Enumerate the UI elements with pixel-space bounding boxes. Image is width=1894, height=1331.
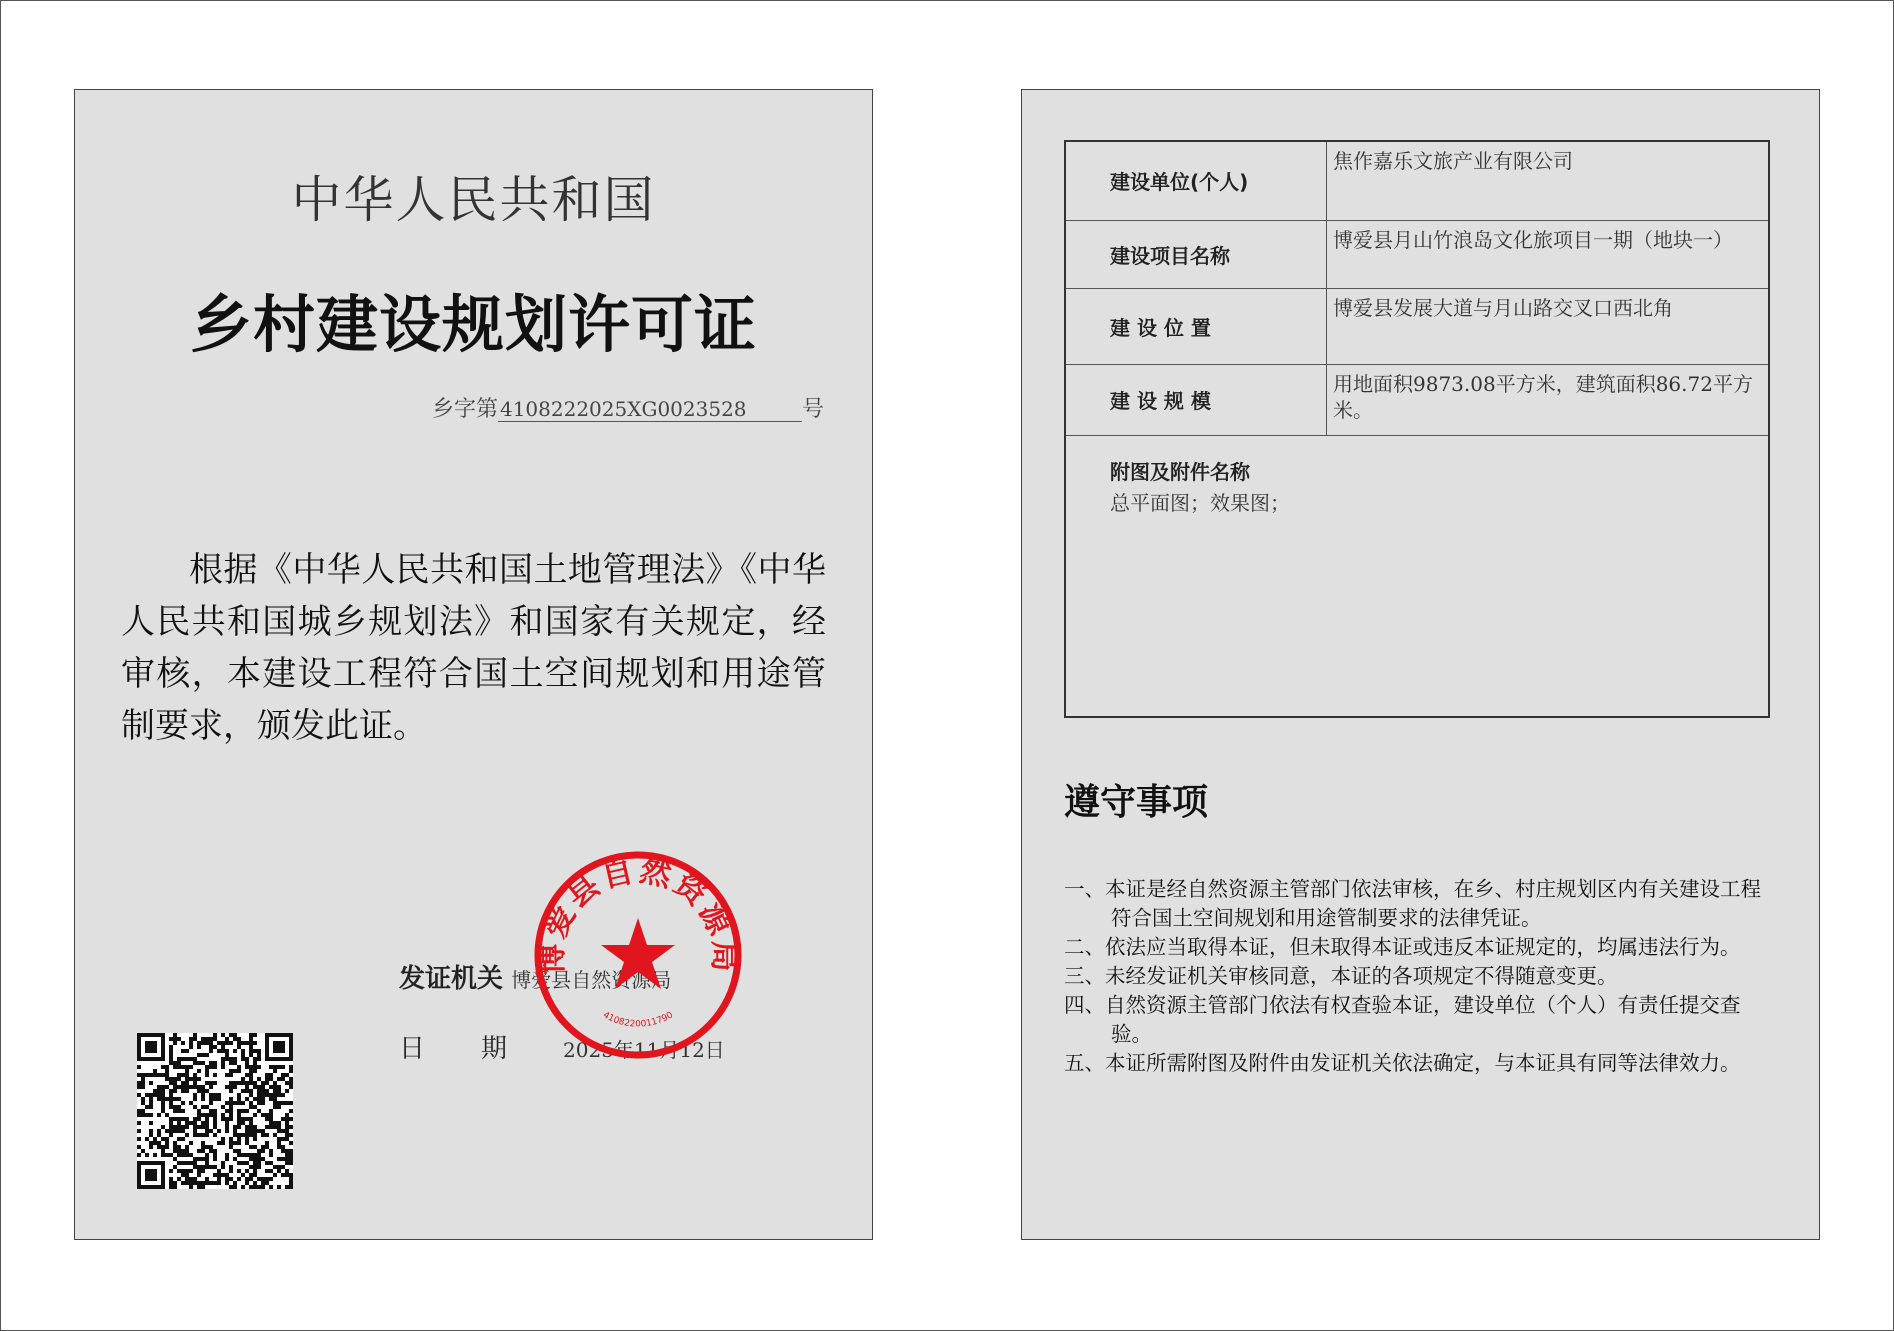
scale-value: 用地面积9873.08平方米，建筑面积86.72平方米。 — [1327, 364, 1770, 435]
notice-item-5: 五、本证所需附图及附件由发证机关依法确定，与本证具有同等法律效力。 — [1064, 1051, 1741, 1075]
certificate-number: 4108222025XG0023528 — [498, 397, 802, 422]
location-label: 建 设 位 置 — [1065, 288, 1327, 364]
project-name-value: 博爱县月山竹浪岛文化旅项目一期（地块一） — [1327, 220, 1770, 288]
table-row — [1065, 288, 1769, 364]
attachments-cell — [1065, 435, 1769, 717]
notice-item-1: 一、本证是经自然资源主管部门依法审核，在乡、村庄规划区内有关建设工程符合国土空间规划和用途管制要求的法律凭证。 — [1064, 877, 1761, 930]
attachments-label: 附图及附件名称 — [1110, 459, 1250, 484]
construction-unit-label: 建设单位(个人) — [1065, 141, 1327, 220]
project-info-table — [1064, 140, 1770, 718]
cert-no-prefix: 乡字第 — [431, 397, 498, 422]
certificate-title: 乡村建设规划许可证 — [189, 288, 757, 361]
table-row — [1065, 220, 1769, 288]
certificate-back-page — [1021, 89, 1820, 1240]
issuer-label: 发证机关 — [399, 964, 504, 994]
svg-text:4108220011790: 4108220011790 — [601, 1010, 675, 1030]
notice-item-3: 三、未经发证机关审核同意，本证的各项规定不得随意变更。 — [1064, 964, 1618, 988]
notice-item-2: 二、依法应当取得本证，但未取得本证或违反本证规定的，均属违法行为。 — [1064, 935, 1741, 959]
certificate-front-page — [74, 89, 873, 1240]
official-seal-stamp — [533, 850, 743, 1060]
certificate-number-line — [432, 392, 824, 423]
svg-text:博爱县自然资源局: 博爱县自然资源局 — [533, 852, 743, 975]
certificate-body-text: 根据《中华人民共和国土地管理法》《中华人民共和国城乡规划法》和国家有关规定，经审核，本建设工程符合国土空间规划和用途管制要求，颁发此证。 — [121, 550, 826, 746]
location-value: 博爱县发展大道与月山路交叉口西北角 — [1327, 288, 1770, 364]
country-name: 中华人民共和国 — [291, 171, 656, 229]
issuer-value: 博爱县自然资源局 — [511, 968, 672, 992]
table-row — [1065, 364, 1769, 435]
project-name-label: 建设项目名称 — [1065, 220, 1327, 288]
notice-item-4: 四、自然资源主管部门依法有权查验本证，建设单位（个人）有责任提交查验。 — [1064, 993, 1741, 1046]
notice-title: 遵守事项 — [1064, 782, 1209, 823]
cert-no-suffix: 号 — [801, 397, 824, 422]
notice-list — [1064, 875, 1770, 1078]
qr-code — [137, 1033, 293, 1189]
scale-label: 建 设 规 模 — [1065, 364, 1327, 435]
attachments-value: 总平面图；效果图； — [1110, 490, 1290, 515]
table-row — [1065, 435, 1769, 717]
date-label: 日期 — [399, 1034, 564, 1064]
date-value: 2025年11月12日 — [563, 1038, 725, 1062]
construction-unit-value: 焦作嘉乐文旅产业有限公司 — [1327, 141, 1770, 220]
table-row — [1065, 141, 1769, 220]
